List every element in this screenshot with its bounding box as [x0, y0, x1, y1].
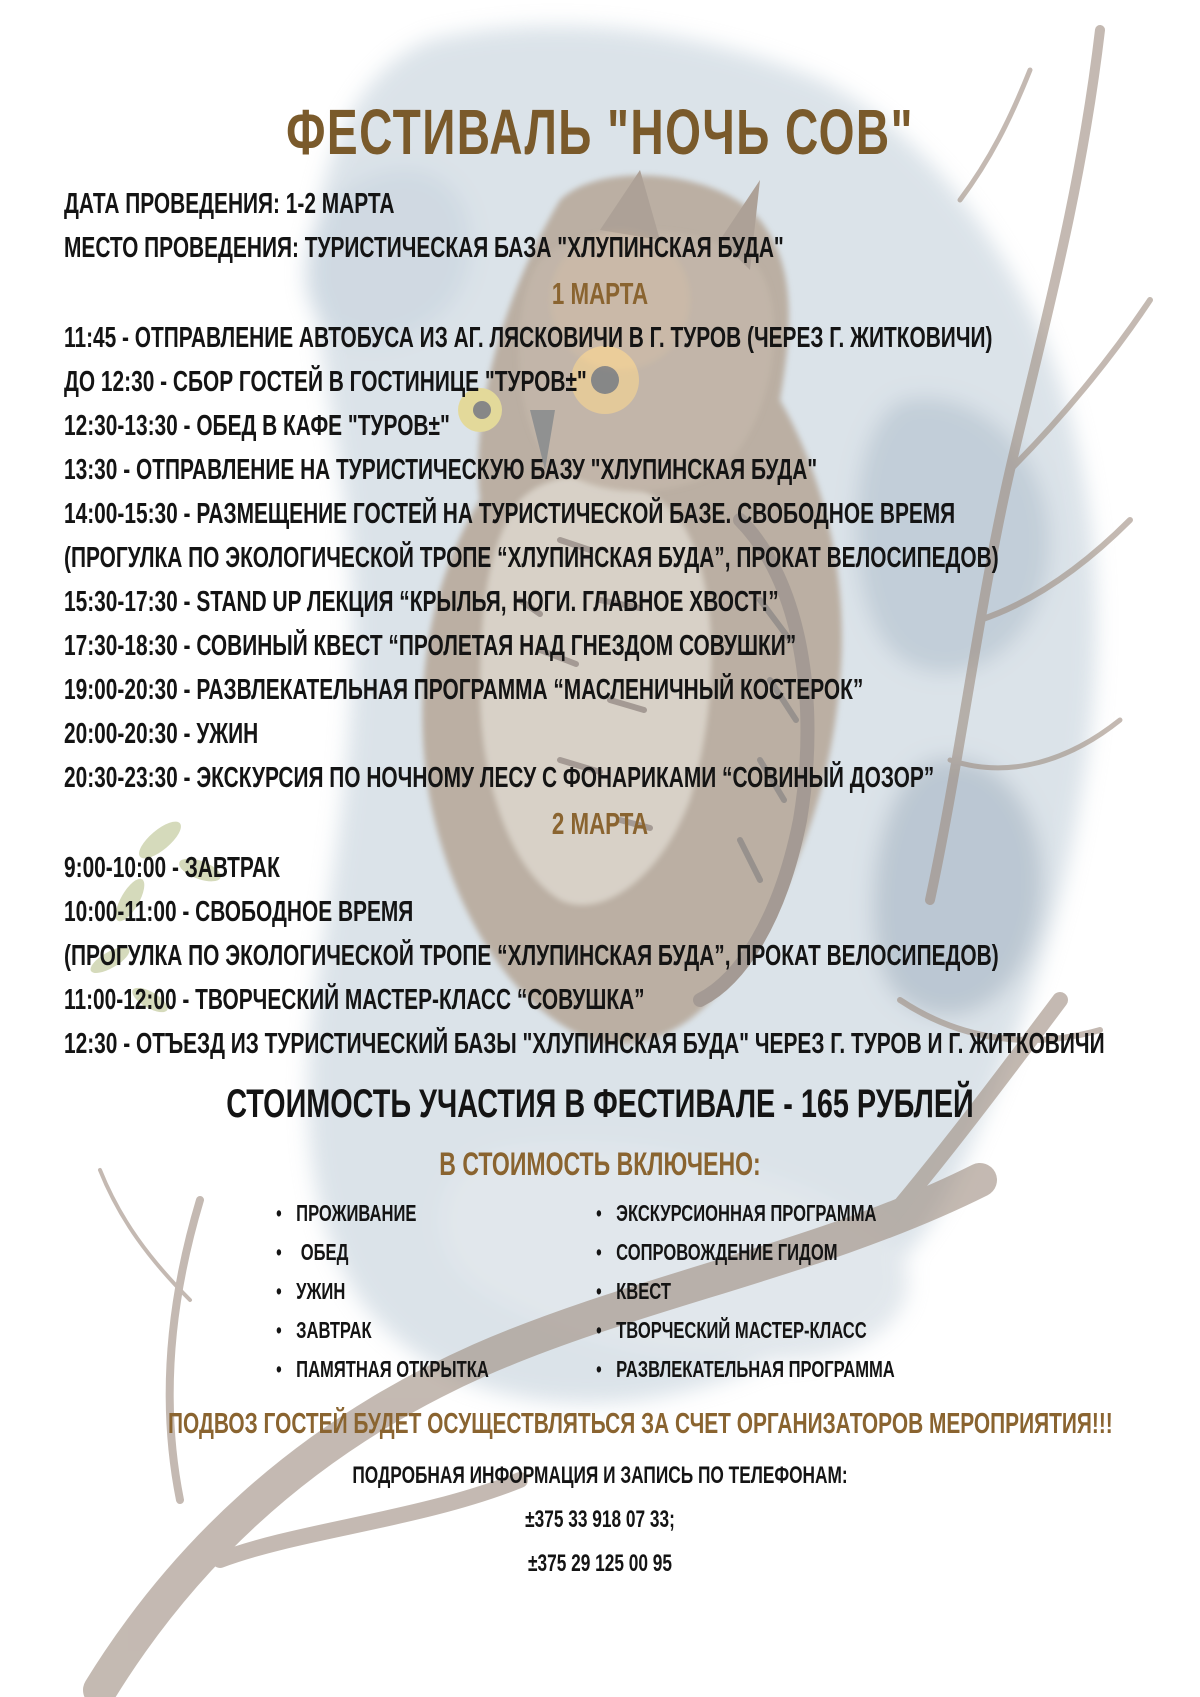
schedule-item: 19:00-20:30 - РАЗВЛЕКАТЕЛЬНАЯ ПРОГРАММА “МАСЛЕНИЧНЫЙ КОСТЕРОК”: [64, 674, 864, 706]
schedule-item: (ПРОГУЛКА ПО ЭКОЛОГИЧЕСКОЙ ТРОПЕ “ХЛУПИНСКАЯ БУДА”, ПРОКАТ ВЕЛОСИПЕДОВ): [64, 940, 999, 972]
day1-heading: 1 МАРТА: [551, 276, 649, 311]
schedule-item: 12:30 - ОТЪЕЗД ИЗ ТУРИСТИЧЕСКИЙ БАЗЫ "ХЛУПИНСКАЯ БУДА" ЧЕРЕЗ Г. ТУРОВ И Г. ЖИТКОВИЧИ: [64, 1028, 1105, 1060]
included-item: • ПАМЯТНАЯ ОТКРЫТКА: [276, 1356, 489, 1383]
included-item: • КВЕСТ: [596, 1278, 671, 1305]
included-heading: В СТОИМОСТЬ ВКЛЮЧЕНО:: [439, 1146, 761, 1182]
included-item: • ТВОРЧЕСКИЙ МАСТЕР-КЛАСС: [596, 1317, 867, 1344]
schedule-item: 20:30-23:30 - ЭКСКУРСИЯ ПО НОЧНОМУ ЛЕСУ С ФОНАРИКАМИ “СОВИНЫЙ ДОЗОР”: [64, 762, 935, 794]
included-item: • УЖИН: [276, 1278, 345, 1305]
phone-number[interactable]: ±375 33 918 07 33;: [525, 1506, 675, 1533]
contact-heading: ПОДРОБНАЯ ИНФОРМАЦИЯ И ЗАПИСЬ ПО ТЕЛЕФОНАМ:: [352, 1462, 848, 1489]
schedule-item: 17:30-18:30 - СОВИНЫЙ КВЕСТ “ПРОЛЕТАЯ НАД ГНЕЗДОМ СОВУШКИ”: [64, 630, 797, 662]
page-title: ФЕСТИВАЛЬ "НОЧЬ СОВ": [286, 96, 914, 168]
phone-number[interactable]: ±375 29 125 00 95: [527, 1550, 672, 1577]
included-item: • ЭКСКУРСИОННАЯ ПРОГРАММА: [596, 1200, 876, 1227]
schedule-item: 10:00-11:00 - СВОБОДНОЕ ВРЕМЯ: [64, 896, 414, 928]
price-line: СТОИМОСТЬ УЧАСТИЯ В ФЕСТИВАЛЕ - 165 РУБЛЕЙ: [226, 1082, 974, 1126]
included-item: • ЗАВТРАК: [276, 1317, 372, 1344]
included-item: • РАЗВЛЕКАТЕЛЬНАЯ ПРОГРАММА: [596, 1356, 895, 1383]
schedule-item: ДО 12:30 - СБОР ГОСТЕЙ В ГОСТИНИЦЕ "ТУРОВ±": [64, 366, 587, 398]
schedule-item: 20:00-20:30 - УЖИН: [64, 718, 259, 750]
schedule-item: 9:00-10:00 - ЗАВТРАК: [64, 852, 280, 884]
event-date: ДАТА ПРОВЕДЕНИЯ: 1-2 МАРТА: [64, 188, 395, 220]
included-item: • СОПРОВОЖДЕНИЕ ГИДОМ: [596, 1239, 837, 1266]
event-location: МЕСТО ПРОВЕДЕНИЯ: ТУРИСТИЧЕСКАЯ БАЗА "ХЛУПИНСКАЯ БУДА": [64, 232, 784, 264]
schedule-item: 11:45 - ОТПРАВЛЕНИЕ АВТОБУСА ИЗ АГ. ЛЯСКОВИЧИ В Г. ТУРОВ (ЧЕРЕЗ Г. ЖИТКОВИЧИ): [64, 322, 993, 354]
schedule-item: 15:30-17:30 - STAND UP ЛЕКЦИЯ “КРЫЛЬЯ, НОГИ. ГЛАВНОЕ ХВОСТ!”: [64, 586, 779, 618]
schedule-item: 11:00-12:00 - ТВОРЧЕСКИЙ МАСТЕР-КЛАСС “СОВУШКА”: [64, 984, 645, 1016]
transport-note: ПОДВОЗ ГОСТЕЙ БУДЕТ ОСУЩЕСТВЛЯТЬСЯ ЗА СЧЕТ ОРГАНИЗАТОРОВ МЕРОПРИЯТИЯ!!!: [167, 1408, 1113, 1440]
included-item: • ПРОЖИВАНИЕ: [276, 1200, 416, 1227]
schedule-item: (ПРОГУЛКА ПО ЭКОЛОГИЧЕСКОЙ ТРОПЕ “ХЛУПИНСКАЯ БУДА”, ПРОКАТ ВЕЛОСИПЕДОВ): [64, 542, 999, 574]
day2-heading: 2 МАРТА: [551, 806, 649, 841]
schedule-item: 13:30 - ОТПРАВЛЕНИЕ НА ТУРИСТИЧЕСКУЮ БАЗУ "ХЛУПИНСКАЯ БУДА": [64, 454, 818, 486]
included-item: • ОБЕД: [276, 1239, 348, 1266]
schedule-item: 12:30-13:30 - ОБЕД В КАФЕ "ТУРОВ±": [64, 410, 450, 442]
schedule-item: 14:00-15:30 - РАЗМЕЩЕНИЕ ГОСТЕЙ НА ТУРИСТИЧЕСКОЙ БАЗЕ. СВОБОДНОЕ ВРЕМЯ: [64, 498, 956, 530]
